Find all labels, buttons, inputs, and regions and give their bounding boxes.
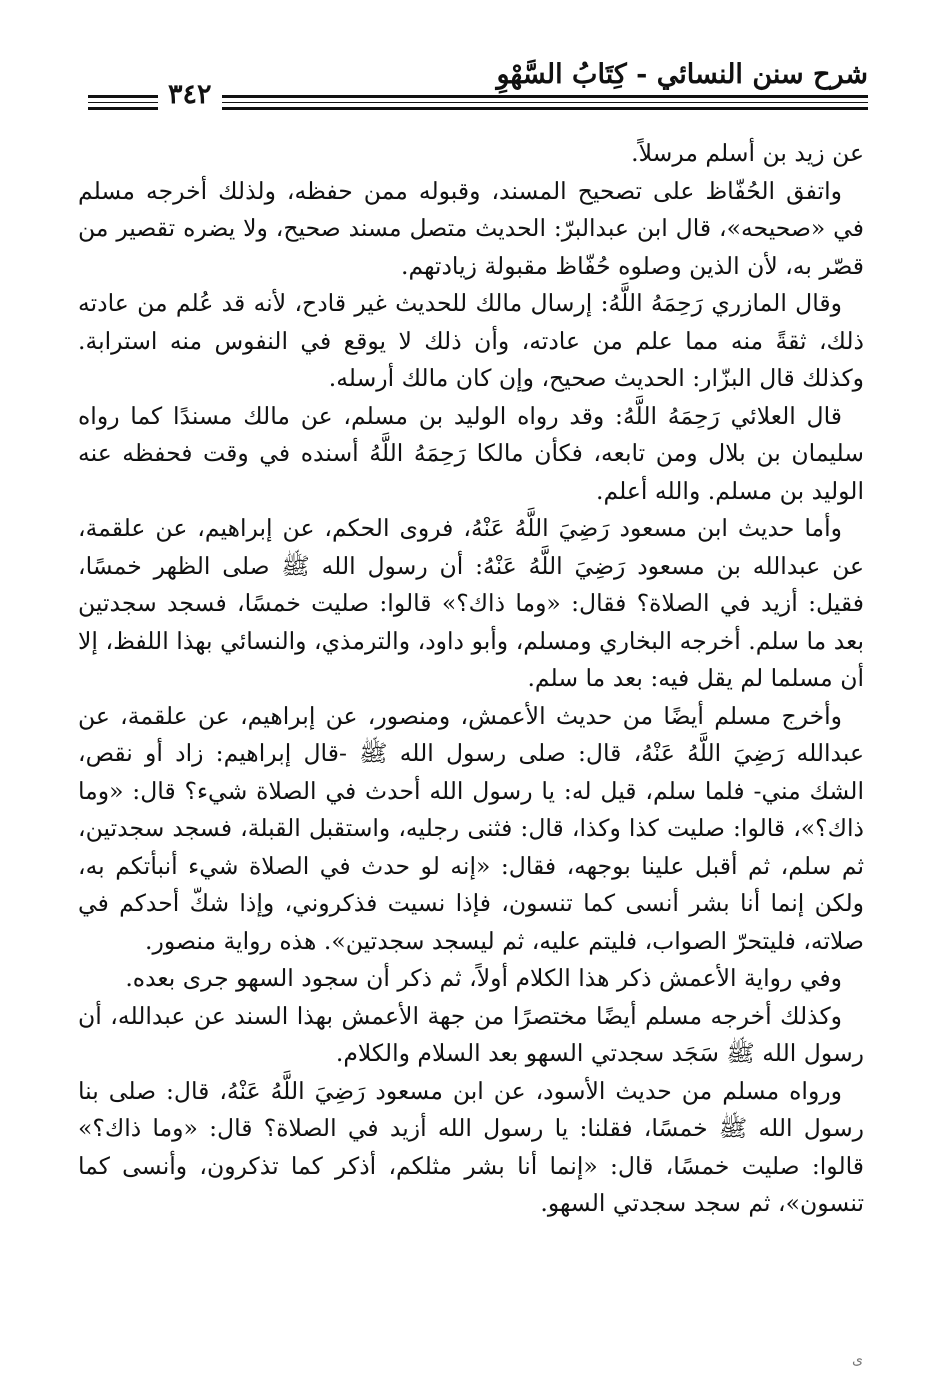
page-number: ٣٤٢ — [158, 80, 222, 110]
paragraph: وقال المازري رَحِمَهُ اللَّهُ: إرسال مالك للحديث غير قادح، لأنه قد عُلم من عادته ذلك، ثقةً منه مما علم من عادته، وأن ذلك لا يوقع في النفوس منه استرابة. وكذلك قال البزّار: الحديث صحيح، وإن كان مالك أرسله. — [78, 289, 864, 392]
paragraph: وأما حديث ابن مسعود رَضِيَ اللَّهُ عَنْهُ، فروى الحكم، عن إبراهيم، عن علقمة، عن عبدالله بن مسعود رَضِيَ اللَّهُ عَنْهُ: أن رسول الله ﷺ صلى الظهر خمسًا، فقيل: أزيد في الصلاة؟ فقال: «وما ذاك؟» قالوا: صليت خمسًا، فسجد سجدتين بعد ما سلم. أخرجه البخاري ومسلم، وأبو داود، والترمذي، والنسائي بهذا اللفظ، إلا أن مسلما لم يقل فيه: بعد ما سلم. — [78, 514, 864, 692]
paragraph: وفي رواية الأعمش ذكر هذا الكلام أولاً، ثم ذكر أن سجود السهو جرى بعده. — [125, 964, 842, 992]
paragraph: واتفق الحُفّاظ على تصحيح المسند، وقبوله ممن حفظه، ولذلك أخرجه مسلم في «صحيحه»، قال ابن عبدالبرّ: الحديث متصل مسند صحيح، ولا يضره تقصير من قصّر به، لأن الذين وصلوه حُفّاظ مقبولة زيادتهم. — [78, 176, 864, 280]
paragraph: وأخرج مسلم أيضًا من حديث الأعمش، ومنصور، عن إبراهيم، عن علقمة، عن عبدالله رَضِيَ اللَّهُ عَنْهُ، قال: صلى رسول الله ﷺ -قال إبراهيم: زاد أو نقص، الشك مني- فلما سلم، قيل له: يا رسول الله أحدث في الصلاة شيء؟ قال: «وما ذاك؟»، قالوا: صليت كذا وكذا، قال: فثنى رجليه، واستقبل القبلة، فسجد سجدتين، ثم سلم، ثم أقبل علينا بوجهه، فقال: «إنه لو حدث في الصلاة شيء أنبأتكم به، ولكن إنما أنا بشر أنسى كما تنسون، فإذا نسيت فذكروني، وإذا شكّ أحدكم في صلاته، فليتحرّ الصواب، فليتم عليه، ثم ليسجد سجدتين». هذه رواية منصور. — [78, 701, 864, 955]
paragraph: وكذلك أخرجه مسلم أيضًا مختصرًا من جهة الأعمش بهذا السند عن عبدالله، أن رسول الله ﷺ سَجَد سجدتي السهو بعد السلام والكلام. — [78, 1001, 864, 1067]
page-header — [88, 58, 868, 113]
corner-mark: ى — [852, 1352, 863, 1368]
paragraph: ورواه مسلم من حديث الأسود، عن ابن مسعود رَضِيَ اللَّهُ عَنْهُ، قال: صلى بنا رسول الله ﷺ خمسًا، فقلنا: يا رسول الله أزيد في الصلاة؟ قال: «وما ذاك؟» قالوا: صليت خمسًا، قال: «إنما أنا بشر مثلكم، أذكر كما تذكرون، وأنسى كما تنسون»، ثم سجد سجدتي السهو. — [78, 1076, 864, 1217]
paragraph: عن زيد بن أسلم مرسلاً. — [631, 139, 864, 167]
running-title: شرح سنن النسائي - كِتَابُ السَّهْوِ — [496, 59, 868, 90]
body-text — [78, 135, 864, 1223]
paragraph: قال العلائي رَحِمَهُ اللَّهُ: وقد رواه الوليد بن مسلم، عن مالك مسندًا كما رواه سليمان بن بلال ومن تابعه، فكأن مالكا رَحِمَهُ اللَّهُ أسنده في وقت فحفظه عنه الوليد بن مسلم. والله أعلم. — [78, 401, 864, 505]
